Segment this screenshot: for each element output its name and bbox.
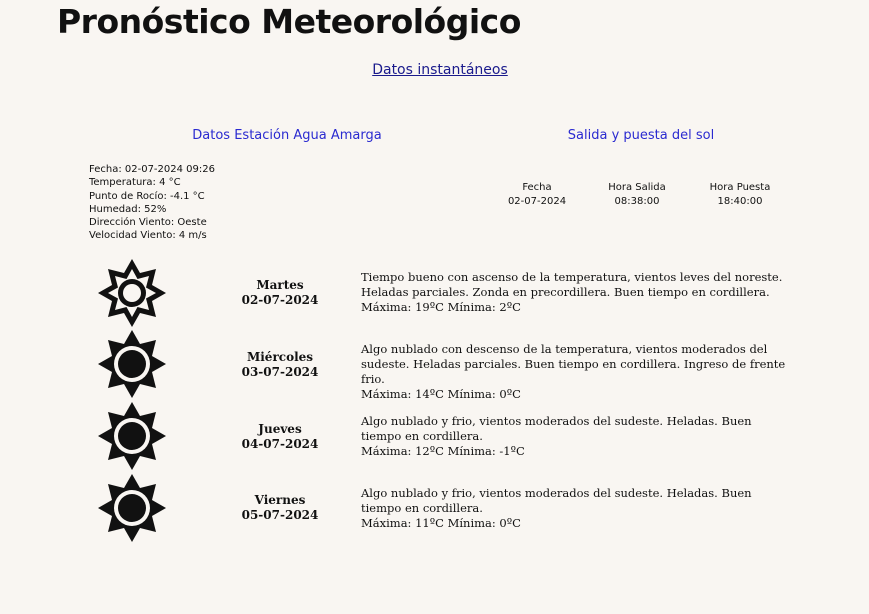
sun-col-label: Hora Puesta [709, 182, 771, 193]
station-heading: Datos Estación Agua Amarga [192, 128, 382, 143]
forecast-text: Algo nublado y frio, vientos moderados del sudeste. Heladas. Buen tiempo en cordillera. [361, 414, 752, 443]
sun-col-sunrise [582, 181, 692, 208]
forecast-temps: Máxima: 14ºC Mínima: 0ºC [361, 387, 521, 401]
forecast-description [361, 270, 791, 315]
forecast-day-date: 03-07-2024 [241, 365, 319, 379]
sun-col-value: 02-07-2024 [507, 195, 567, 207]
forecast-text: Algo nublado con descenso de la temperatura, vientos moderados del sudeste. Heladas parciales. Buen tiempo en cordillera. Ingreso de frente frio. [361, 342, 786, 386]
sun-col-sunset [685, 181, 795, 208]
forecast-row-wednesday [0, 330, 869, 400]
station-dew-point: Punto de Rocío: -4.1 °C [89, 190, 205, 202]
instant-data-link[interactable]: Datos instantáneos [372, 62, 508, 78]
forecast-day [230, 278, 330, 308]
forecast-temps: Máxima: 12ºC Mínima: -1ºC [361, 444, 525, 458]
forecast-row-tuesday [0, 259, 869, 329]
forecast-temps: Máxima: 11ºC Mínima: 0ºC [361, 516, 521, 530]
station-wind-speed: Velocidad Viento: 4 m/s [89, 230, 207, 242]
forecast-day-name: Jueves [258, 422, 302, 436]
sun-col-value: 08:38:00 [614, 195, 660, 207]
sun-heading: Salida y puesta del sol [567, 128, 715, 143]
station-wind-direction: Dirección Viento: Oeste [89, 217, 207, 229]
sun-filled-icon [98, 402, 166, 470]
station-temperature: Temperatura: 4 °C [89, 177, 181, 189]
station-humidity: Humedad: 52% [89, 203, 167, 215]
forecast-day-name: Martes [256, 278, 304, 292]
page-title: Pronóstico Meteorológico [57, 2, 521, 41]
forecast-row-thursday [0, 402, 869, 472]
forecast-description [361, 414, 791, 459]
sun-col-value: 18:40:00 [717, 195, 763, 207]
forecast-temps: Máxima: 19ºC Mínima: 2ºC [361, 300, 521, 314]
sun-col-label: Fecha [522, 182, 552, 193]
forecast-text: Algo nublado y frio, vientos moderados del sudeste. Heladas. Buen tiempo en cordillera. [361, 486, 752, 515]
forecast-day [230, 493, 330, 523]
forecast-day [230, 350, 330, 380]
forecast-row-friday [0, 474, 869, 544]
forecast-day-date: 05-07-2024 [241, 508, 319, 522]
sun-col-label: Hora Salida [608, 182, 666, 193]
sun-filled-icon [98, 474, 166, 542]
sun-filled-icon [98, 330, 166, 398]
forecast-day-date: 04-07-2024 [241, 437, 319, 451]
forecast-text: Tiempo bueno con ascenso de la temperatura, vientos leves del noreste. Heladas parciales. Zonda en precordillera. Buen tiempo en cordillera. [361, 270, 783, 299]
sun-outline-icon [98, 259, 166, 327]
forecast-description [361, 486, 791, 531]
forecast-day-date: 02-07-2024 [241, 293, 319, 307]
forecast-day [230, 422, 330, 452]
station-data [89, 163, 215, 243]
sun-col-date [482, 181, 592, 208]
forecast-description [361, 342, 791, 402]
forecast-day-name: Miércoles [246, 350, 314, 364]
forecast-day-name: Viernes [254, 493, 306, 507]
station-date: Fecha: 02-07-2024 09:26 [89, 164, 215, 175]
